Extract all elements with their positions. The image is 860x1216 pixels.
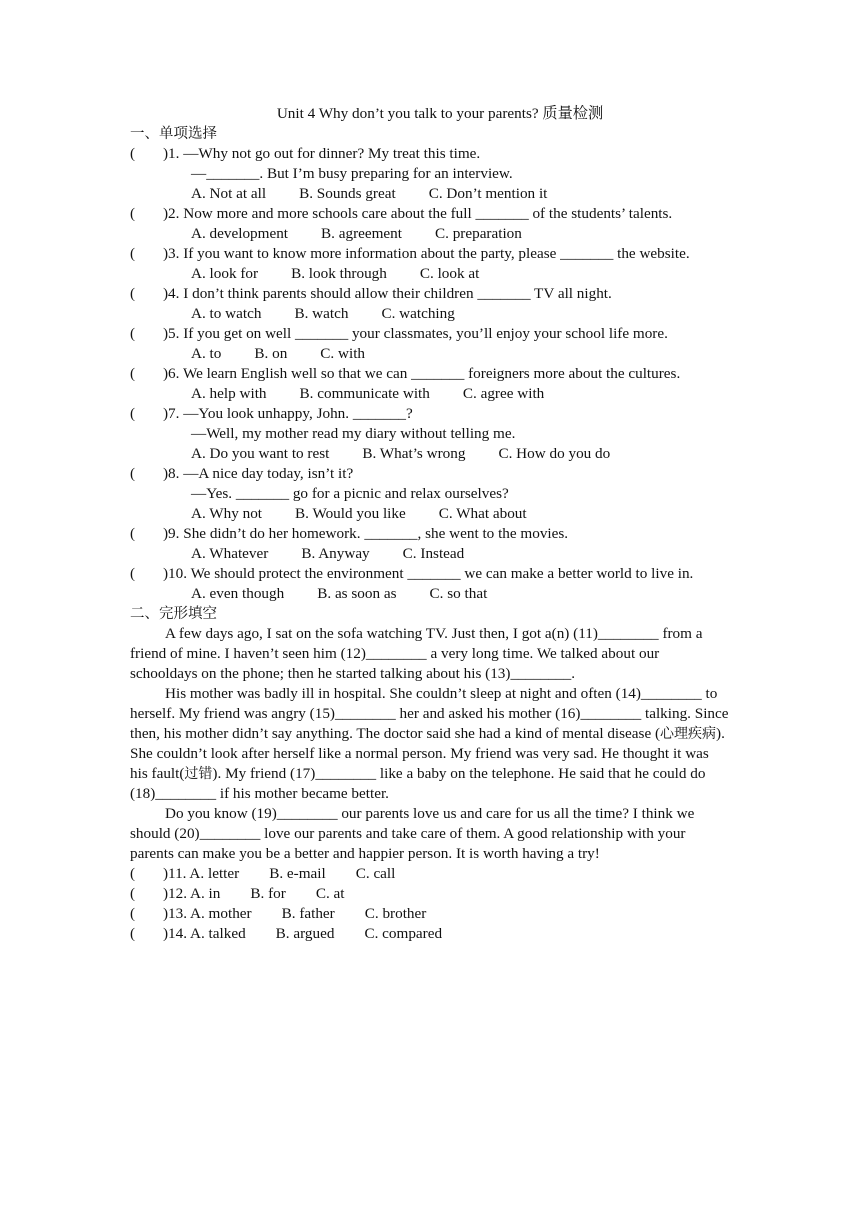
answer-paren[interactable]: ( bbox=[130, 145, 136, 162]
option-c: C. at bbox=[315, 885, 345, 902]
option-b: B. as soon as bbox=[317, 585, 397, 602]
option-row bbox=[130, 584, 730, 604]
cloze-paragraph-2 bbox=[130, 684, 730, 804]
paragraph-text: ). My friend (17)________ like a baby on the telephone. He said that he could do (18)________ if his mother became better. bbox=[130, 765, 706, 802]
option-c: C. so that bbox=[429, 585, 488, 602]
cloze-question-list bbox=[130, 864, 730, 944]
option-row bbox=[130, 504, 730, 524]
question-text: )1. —Why not go out for dinner? My treat this time. bbox=[163, 145, 481, 162]
answer-paren[interactable]: ( bbox=[130, 285, 136, 302]
option-b: B. agreement bbox=[321, 225, 402, 242]
paragraph-text: ). She couldn’t look after herself like a normal person. My friend was very sad. He thought it was his fault( bbox=[130, 725, 725, 782]
option-row bbox=[130, 264, 730, 284]
cloze-option-row bbox=[130, 884, 730, 904]
option-a: )14. A. talked bbox=[163, 925, 246, 942]
option-a: A. development bbox=[191, 225, 289, 242]
option-c: C. call bbox=[355, 865, 396, 882]
question-text: )8. —A nice day today, isn’t it? bbox=[163, 465, 354, 482]
option-b: B. e-mail bbox=[269, 865, 326, 882]
question-list bbox=[130, 144, 730, 604]
option-row bbox=[130, 224, 730, 244]
question-stem bbox=[130, 244, 730, 264]
question-stem bbox=[130, 324, 730, 344]
answer-paren[interactable]: ( bbox=[130, 465, 136, 482]
question-text: )5. If you get on well _______ your classmates, you’ll enjoy your school life more. bbox=[163, 325, 668, 342]
option-row bbox=[130, 444, 730, 464]
option-a: A. Why not bbox=[191, 505, 263, 522]
option-c: C. compared bbox=[364, 925, 443, 942]
answer-paren[interactable]: ( bbox=[130, 525, 136, 542]
option-a: )11. A. letter bbox=[163, 865, 240, 882]
option-c: C. preparation bbox=[434, 225, 522, 242]
option-c: C. agree with bbox=[462, 385, 545, 402]
option-b: B. What’s wrong bbox=[362, 445, 466, 462]
question-stem bbox=[130, 524, 730, 544]
question-stem bbox=[130, 564, 730, 584]
option-b: B. for bbox=[250, 885, 286, 902]
option-row bbox=[130, 384, 730, 404]
question-text: )4. I don’t think parents should allow their children _______ TV all night. bbox=[163, 285, 612, 302]
option-row bbox=[130, 184, 730, 204]
answer-paren[interactable]: ( bbox=[130, 885, 136, 902]
question-stem bbox=[130, 464, 730, 484]
dialogue-line: —Yes. _______ go for a picnic and relax ourselves? bbox=[191, 485, 509, 502]
chinese-gloss: 心理疾病 bbox=[660, 726, 717, 742]
option-a: A. Do you want to rest bbox=[191, 445, 330, 462]
question-stem bbox=[130, 364, 730, 384]
option-b: B. Sounds great bbox=[299, 185, 396, 202]
section-heading-cloze: 二、完形填空 bbox=[130, 606, 217, 622]
chinese-gloss: 过错 bbox=[184, 766, 213, 782]
option-b: B. communicate with bbox=[299, 385, 430, 402]
answer-paren[interactable]: ( bbox=[130, 905, 136, 922]
section-heading-single-choice: 一、单项选择 bbox=[130, 126, 217, 142]
dialogue-line: —Well, my mother read my diary without telling me. bbox=[191, 425, 516, 442]
option-a: A. to watch bbox=[191, 305, 262, 322]
option-a: A. Whatever bbox=[191, 545, 269, 562]
paragraph-text: His mother was badly ill in hospital. She couldn’t sleep at night and often (14)________ to herself. My friend was angry (15)________ her and asked his mother (16)________ talking. Since then, his mother didn’t say anything. The doctor said she had a kind of mental disease ( bbox=[130, 685, 729, 742]
option-c: C. with bbox=[320, 345, 366, 362]
question-text: )6. We learn English well so that we can _______ foreigners more about the cultures. bbox=[163, 365, 681, 382]
question-stem bbox=[130, 404, 730, 424]
answer-paren[interactable]: ( bbox=[130, 925, 136, 942]
option-b: B. father bbox=[281, 905, 335, 922]
answer-paren[interactable]: ( bbox=[130, 405, 136, 422]
answer-paren[interactable]: ( bbox=[130, 325, 136, 342]
question-stem bbox=[130, 144, 730, 164]
option-row bbox=[130, 544, 730, 564]
question-text: )3. If you want to know more information about the party, please _______ the website. bbox=[163, 245, 690, 262]
cloze-option-row bbox=[130, 924, 730, 944]
question-stem bbox=[130, 204, 730, 224]
question-text: )10. We should protect the environment _______ we can make a better world to live in. bbox=[163, 565, 694, 582]
dialogue-line: —_______. But I’m busy preparing for an interview. bbox=[191, 165, 513, 182]
option-a: )13. A. mother bbox=[163, 905, 252, 922]
question-stem bbox=[130, 284, 730, 304]
option-a: )12. A. in bbox=[163, 885, 221, 902]
answer-paren[interactable]: ( bbox=[130, 865, 136, 882]
option-b: B. argued bbox=[275, 925, 335, 942]
option-a: A. to bbox=[191, 345, 222, 362]
option-c: C. Don’t mention it bbox=[428, 185, 548, 202]
option-c: C. look at bbox=[419, 265, 480, 282]
option-c: C. How do you do bbox=[498, 445, 611, 462]
question-text: )9. She didn’t do her homework. _______, she went to the movies. bbox=[163, 525, 569, 542]
answer-paren[interactable]: ( bbox=[130, 365, 136, 382]
option-a: A. even though bbox=[191, 585, 285, 602]
cloze-paragraph-3: Do you know (19)________ our parents love us and care for us all the time? I think we should (20)________ love our parents and take care of them. A good relationship with your parents can make you be a better and happier person. It is worth having a try! bbox=[130, 805, 695, 862]
option-b: B. watch bbox=[294, 305, 349, 322]
answer-paren[interactable]: ( bbox=[130, 565, 136, 582]
question-text: )7. —You look unhappy, John. _______? bbox=[163, 405, 413, 422]
cloze-option-row bbox=[130, 904, 730, 924]
option-c: C. What about bbox=[438, 505, 527, 522]
option-b: B. on bbox=[254, 345, 288, 362]
answer-paren[interactable]: ( bbox=[130, 245, 136, 262]
answer-paren[interactable]: ( bbox=[130, 205, 136, 222]
cloze-paragraph-1: A few days ago, I sat on the sofa watching TV. Just then, I got a(n) (11)________ from a friend of mine. I haven’t seen him (12)________ a very long time. We talked about our schooldays on the phone; then he started talking about his (13)________. bbox=[130, 625, 703, 682]
cloze-option-row bbox=[130, 864, 730, 884]
page-title: Unit 4 Why don’t you talk to your parents? 质量检测 bbox=[276, 105, 604, 122]
option-c: C. brother bbox=[364, 905, 427, 922]
option-b: B. Anyway bbox=[301, 545, 370, 562]
worksheet-page bbox=[130, 104, 730, 944]
option-b: B. Would you like bbox=[295, 505, 406, 522]
option-a: A. Not at all bbox=[191, 185, 267, 202]
option-a: A. help with bbox=[191, 385, 267, 402]
option-row bbox=[130, 304, 730, 324]
option-c: C. Instead bbox=[402, 545, 465, 562]
option-b: B. look through bbox=[291, 265, 387, 282]
option-c: C. watching bbox=[381, 305, 455, 322]
option-a: A. look for bbox=[191, 265, 259, 282]
question-text: )2. Now more and more schools care about the full _______ of the students’ talents. bbox=[163, 205, 673, 222]
option-row bbox=[130, 344, 730, 364]
